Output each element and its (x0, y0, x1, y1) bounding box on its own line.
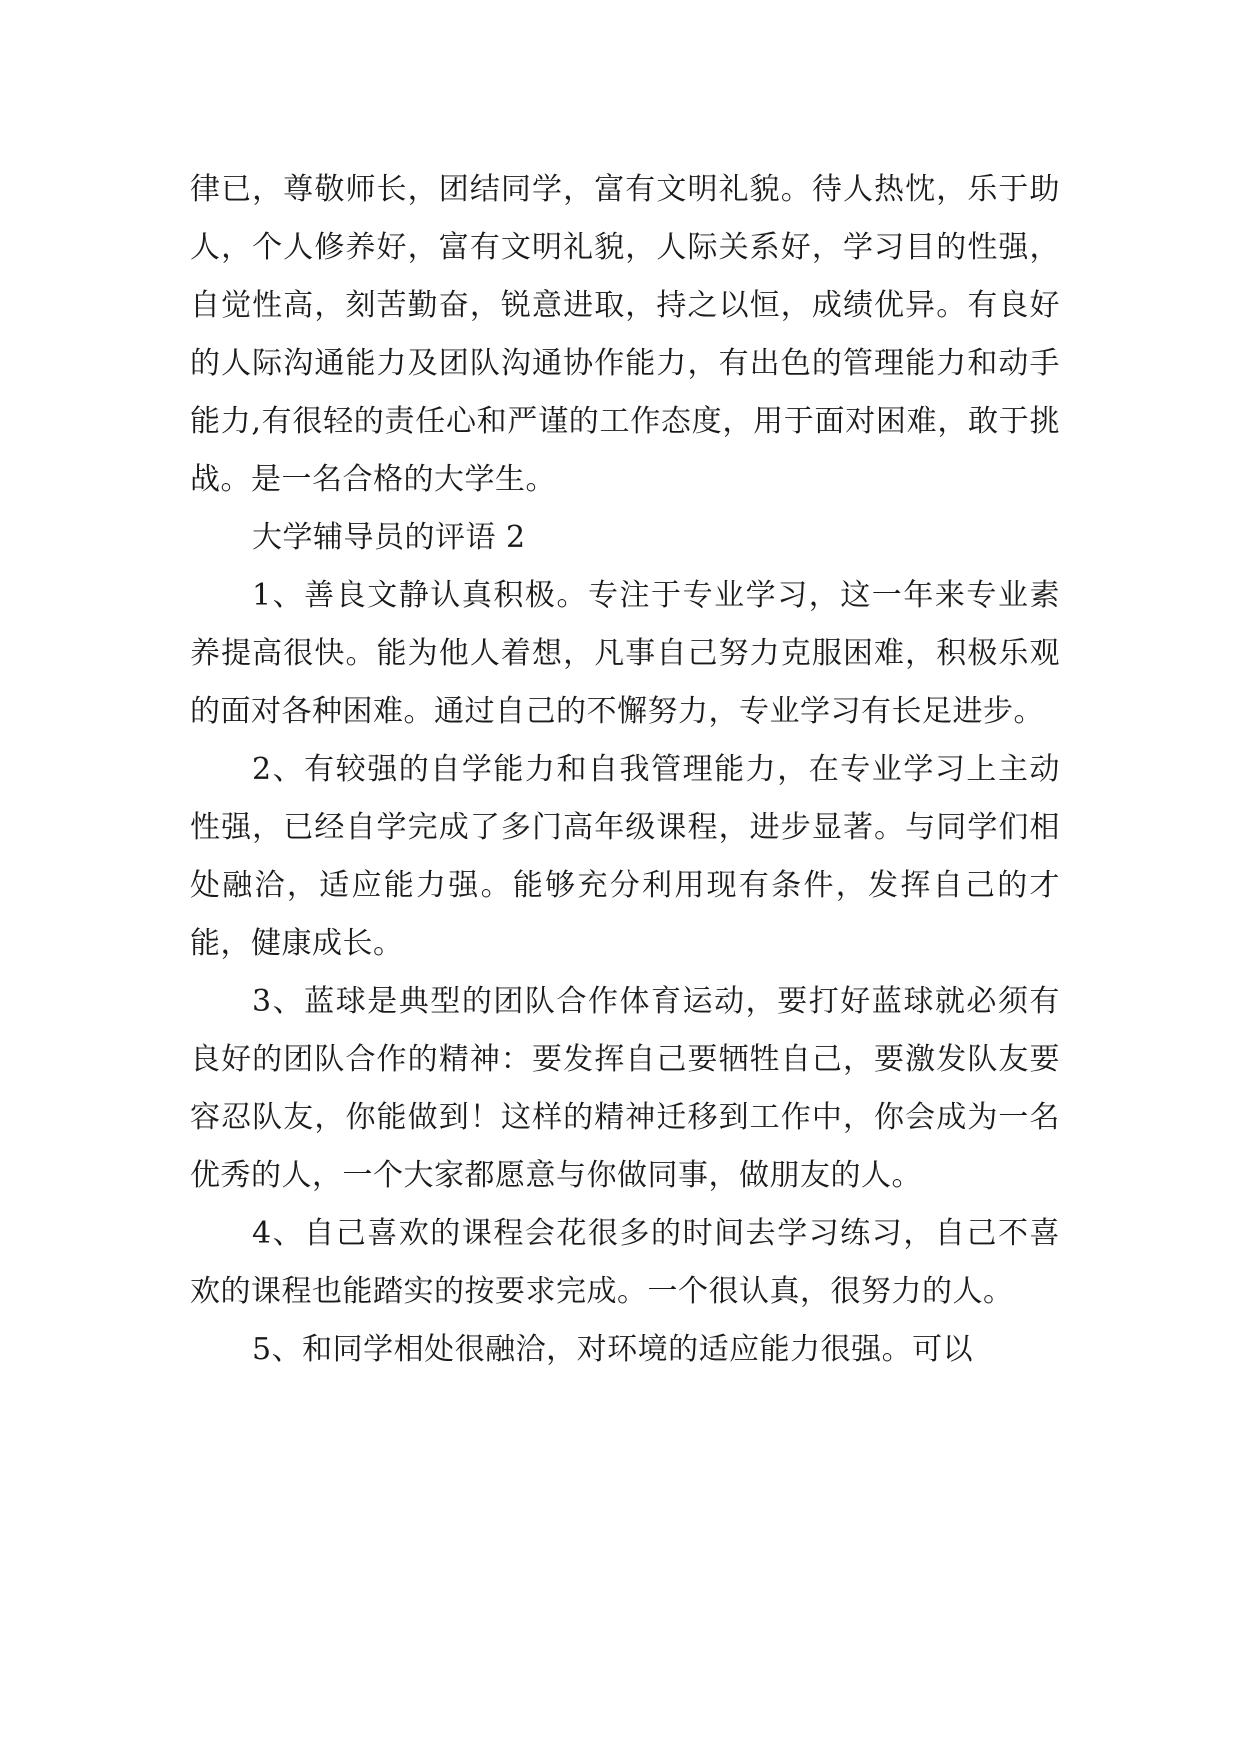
comment-item-4: 4、自己喜欢的课程会花很多的时间去学习练习，自己不喜欢的课程也能踏实的按要求完成。一个很认真，很努力的人。 (190, 1216, 1060, 1309)
comment-item-1: 1、善良文静认真积极。专注于专业学习，这一年来专业素养提高很快。能为他人着想，凡事自己努力克服困难，积极乐观的面对各种困难。通过自己的不懈努力，专业学习有长足进步。 (190, 578, 1060, 729)
document-body (190, 161, 1060, 1379)
comment-item-5: 5、和同学相处很融洽，对环境的适应能力很强。可以 (252, 1332, 974, 1367)
comment-item-2: 2、有较强的自学能力和自我管理能力，在专业学习上主动性强，已经自学完成了多门高年级课程，进步显著。与同学们相处融洽，适应能力强。能够充分利用现有条件，发挥自己的才能，健康成长。 (190, 752, 1060, 961)
section-heading: 大学辅导员的评语 2 (252, 520, 526, 555)
paragraph-continuation: 律已，尊敬师长，团结同学，富有文明礼貌。待人热忱，乐于助人，个人修养好，富有文明礼貌，人际关系好，学习目的性强，自觉性高，刻苦勤奋，锐意进取，持之以恒，成绩优异。有良好的人际沟通能力及团队沟通协作能力，有出色的管理能力和动手能力,有很轻的责任心和严谨的工作态度，用于面对困难，敢于挑战。是一名合格的大学生。 (190, 172, 1060, 497)
comment-item-3: 3、蓝球是典型的团队合作体育运动，要打好蓝球就必须有良好的团队合作的精神：要发挥自己要牺牲自己，要激发队友要容忍队友，你能做到！这样的精神迁移到工作中，你会成为一名优秀的人，一个大家都愿意与你做同事，做朋友的人。 (190, 984, 1060, 1193)
